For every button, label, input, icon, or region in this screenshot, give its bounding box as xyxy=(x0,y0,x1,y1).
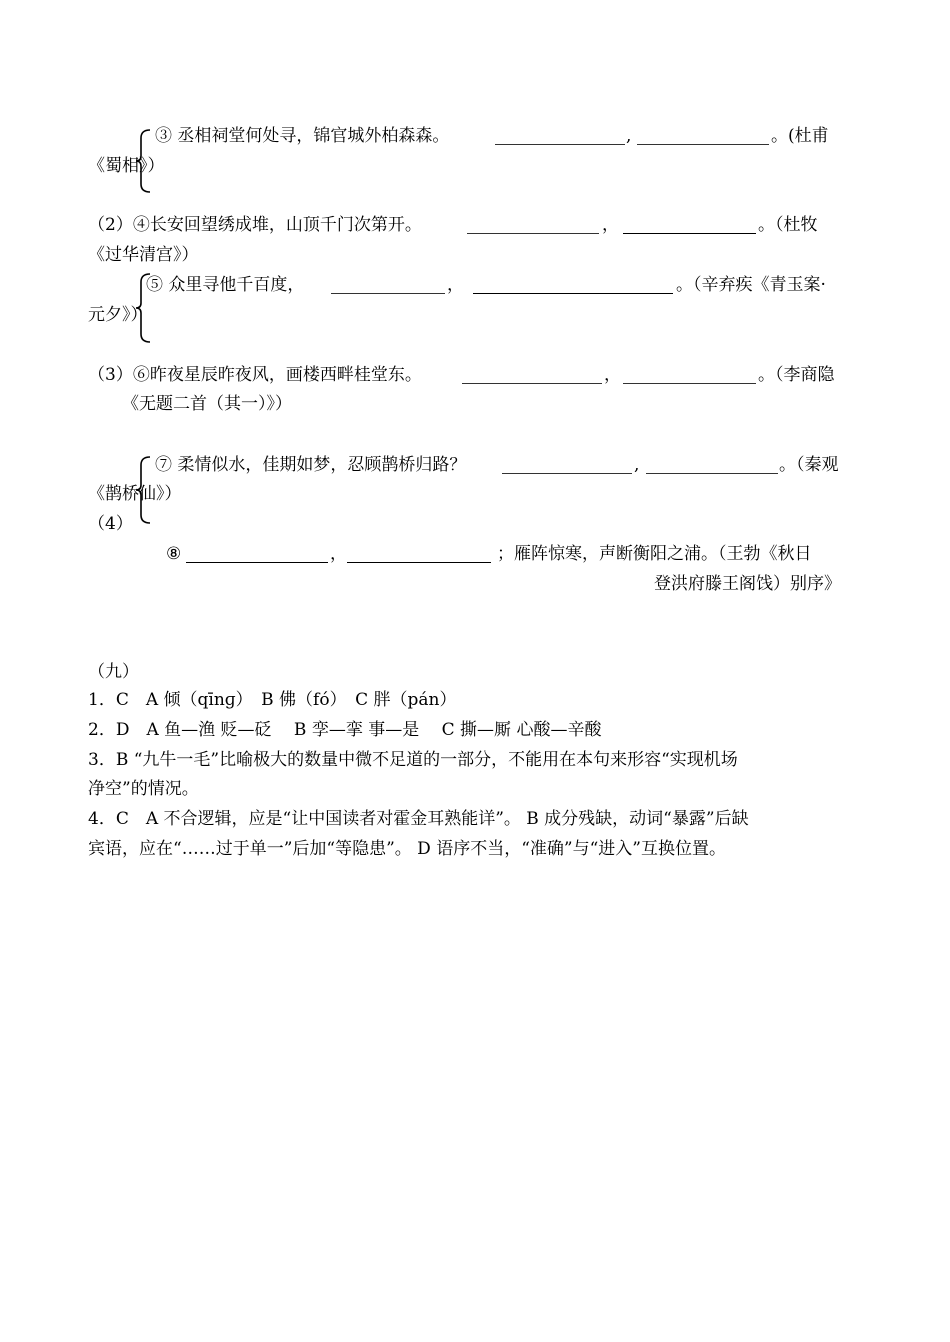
comma: , xyxy=(634,455,640,475)
poem-end: 。（秦观 xyxy=(779,455,839,475)
answer-blank[interactable] xyxy=(646,457,778,474)
comma: ， xyxy=(602,215,619,235)
comma: ， xyxy=(447,275,464,295)
poem-line-5 xyxy=(146,273,304,297)
poem-text: ⑦ 柔情似水，佳期如梦，忍顾鹊桥归路？ xyxy=(155,455,467,475)
answer-line: 1．C A 倾（qīnɡ） B 佛（fó） C 胖（pán） xyxy=(88,690,457,710)
answer-line: 3．B “九牛一毛”比喻极大的数量中微不足道的一部分，不能用在本句来形容“实现机场 xyxy=(88,750,738,770)
poem-source: 《过华清宫》） xyxy=(88,245,199,265)
poem-line-4 xyxy=(88,213,422,237)
answer-blank[interactable] xyxy=(495,128,625,145)
answer-blank[interactable] xyxy=(186,546,328,563)
answer-line: 4．C A 不合逻辑，应是“让中国读者对霍金耳熟能详”。 B 成分残缺，动词“暴露”后缺 xyxy=(88,809,749,829)
poem-source: 《蜀相》） xyxy=(88,156,165,176)
poem-text: ③ 丞相祠堂何处寻，锦官城外柏森森。 xyxy=(155,126,450,146)
comma: , xyxy=(626,126,632,146)
comma: ， xyxy=(604,365,621,385)
answer-blank[interactable] xyxy=(623,217,756,234)
poem-end: ；雁阵惊寒，声断衡阳之浦。（王勃《秋日 xyxy=(497,544,812,564)
comma: ， xyxy=(330,544,347,564)
answer-blank[interactable] xyxy=(637,128,769,145)
answer-blank[interactable] xyxy=(623,367,756,384)
poem-text: ⑤ 众里寻他千百度， xyxy=(146,275,305,295)
answer-line: 净空”的情况。 xyxy=(88,779,199,799)
answer-line: 宾语，应在“……过于单一”后加“等隐患”。 D 语序不当，“准确”与“进入”互换位置。 xyxy=(88,839,726,859)
poem-end: 。(杜甫 xyxy=(771,126,829,146)
group-label: （2） xyxy=(88,215,133,235)
answer-blank[interactable] xyxy=(502,457,632,474)
answer-blank[interactable] xyxy=(467,217,599,234)
poem-source: 《无题二首（其一）》） xyxy=(122,394,292,414)
poem-line-3 xyxy=(155,124,449,148)
poem-end: 。（李商隐 xyxy=(758,365,835,385)
answer-blank[interactable] xyxy=(331,277,445,294)
poem-source: 登洪府滕王阁饯）别序》 xyxy=(654,574,841,594)
poem-end: 。（杜牧 xyxy=(758,215,818,235)
group-label: （4） xyxy=(88,514,133,534)
poem-line-6 xyxy=(88,363,422,387)
poem-end: 。（辛弃疾《青玉案· xyxy=(676,275,826,295)
answer-blank[interactable] xyxy=(347,546,491,563)
poem-text: ④长安回望绣成堆，山顶千门次第开。 xyxy=(132,215,422,235)
answer-blank[interactable] xyxy=(462,367,602,384)
answer-line: 2．D A 鱼—渔 贬—砭 B 孪—挛 事—是 C 撕—厮 心酸—辛酸 xyxy=(88,720,602,740)
poem-source: 元夕》） xyxy=(88,305,148,325)
section-heading: （九） xyxy=(88,662,139,682)
answer-blank[interactable] xyxy=(473,277,673,294)
poem-line-7 xyxy=(155,453,466,477)
poem-text: ⑥昨夜星辰昨夜风，画楼西畔桂堂东。 xyxy=(132,365,422,385)
question-number: ⑧ xyxy=(166,544,182,564)
poem-source: 《鹊桥仙》） xyxy=(88,484,182,504)
group-label: （3） xyxy=(88,365,133,385)
